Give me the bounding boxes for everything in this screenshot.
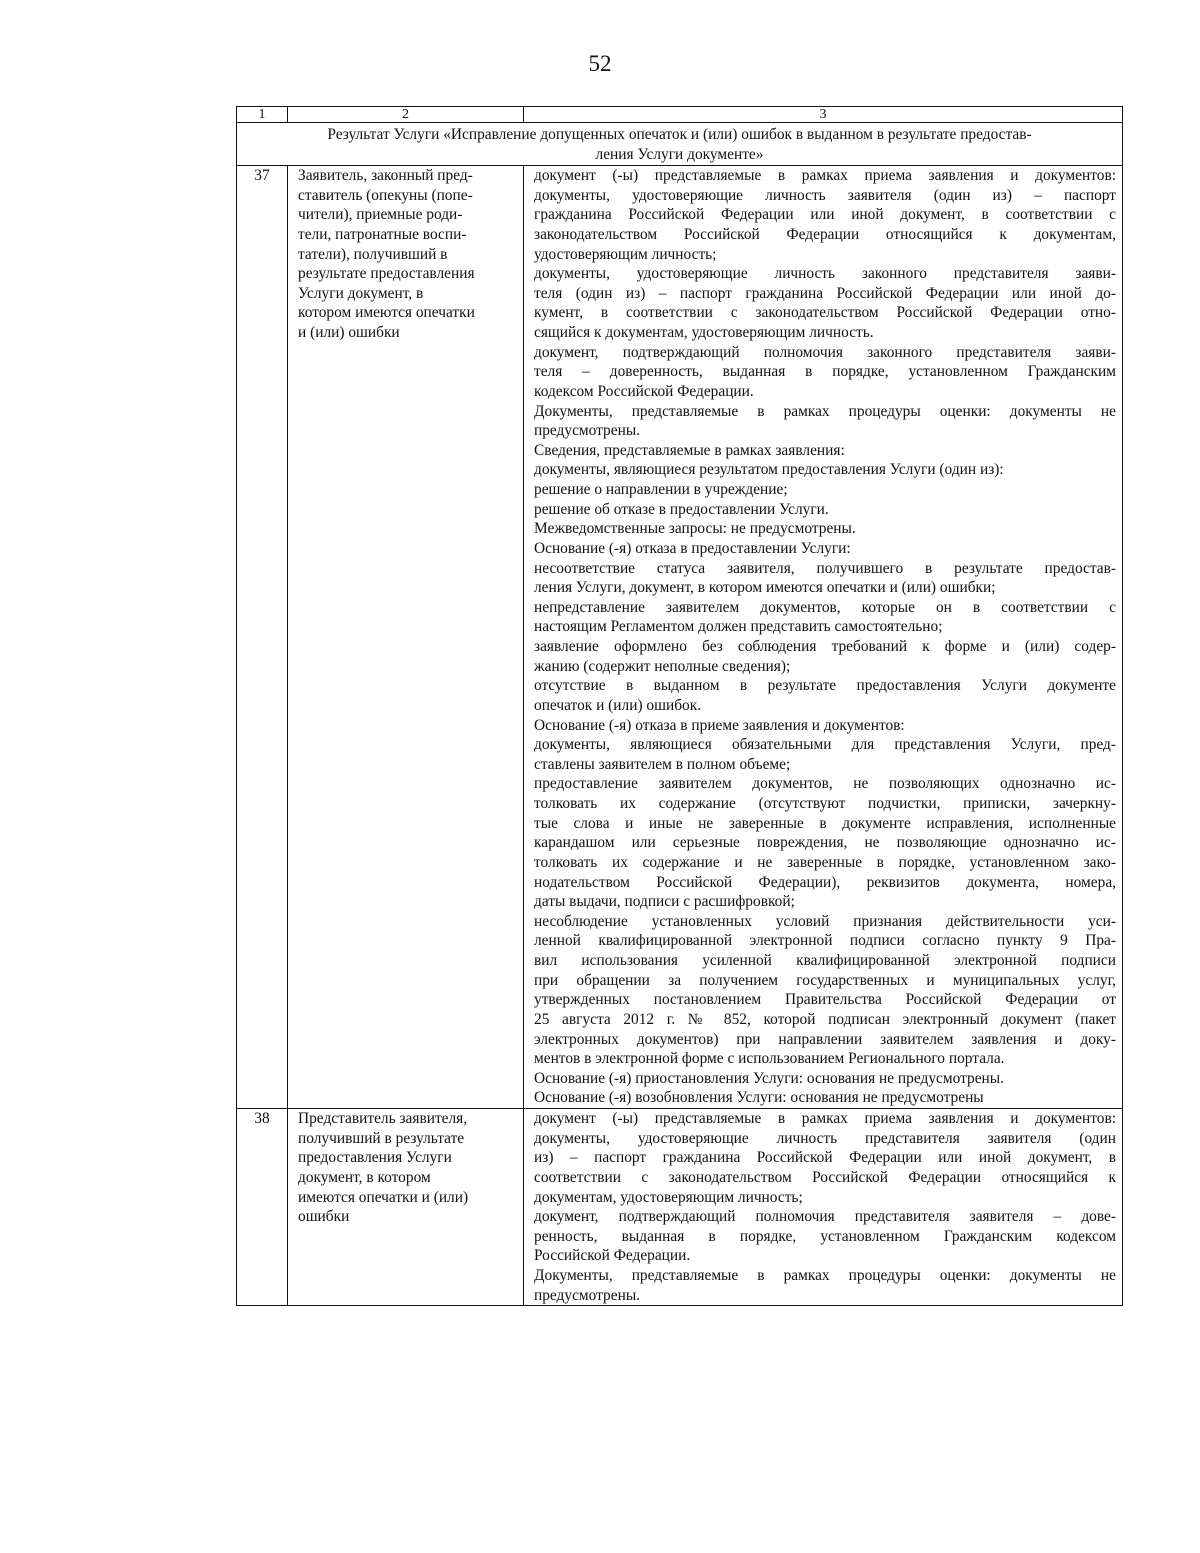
text-line: документ, подтверждающий полномочия законного представителя заяви- — [534, 343, 1116, 361]
text-line: сящийся к документам, удостоверяющим личность. — [534, 324, 874, 341]
text-line: непредставление заявителем документов, которые он в соответствии с — [534, 598, 1116, 616]
text-line: Основание (-я) отказа в приеме заявления и документов: — [534, 716, 905, 734]
column-header-row — [237, 107, 1123, 123]
section-title — [237, 123, 1123, 166]
text-line: утвержденных постановлением Правительства Российской Федерации от — [534, 991, 1116, 1009]
text-line: опечаток и (или) ошибок. — [534, 696, 702, 714]
text-line: предусмотрены. — [534, 1286, 641, 1304]
text-line: удостоверяющим личность; — [534, 245, 717, 263]
text-line: котором имеются опечатки — [298, 304, 475, 322]
text-line: Основание (-я) возобновления Услуги: основания не предусмотрены — [534, 1089, 984, 1107]
text-line: заявление оформлено без соблюдения требований к форме и (или) содер- — [534, 638, 1116, 655]
text-line: документ, в котором — [298, 1168, 431, 1186]
text-line: Основание (-я) приостановления Услуги: основания не предусмотрены. — [534, 1069, 1004, 1087]
text-line: ставлены заявителем в полном объеме; — [534, 755, 791, 773]
text-line: законодательством Российской Федерации относящийся к документам, — [534, 225, 1116, 243]
column-header-1: 1 — [237, 107, 288, 123]
text-line: ления Услуги, документ, в котором имеются опечатки и (или) ошибки; — [534, 579, 996, 597]
text-line: ошибки — [298, 1208, 350, 1226]
text-line: ленной квалифицированной электронной подписи согласно пункту 9 Пра- — [534, 932, 1116, 950]
text-line: жанию (содержит неполные сведения); — [534, 657, 791, 675]
text-line: толковать их содержание и не заверенные в порядке, установленном зако- — [534, 853, 1116, 871]
text-line: татели), получивший в — [298, 245, 448, 263]
text-line: ренность, выданная в порядке, установленном Гражданским кодексом — [534, 1227, 1116, 1245]
section-title-line: Результат Услуги «Исправление допущенных опечаток и (или) ошибок в выданном в результате предостав- — [327, 126, 1032, 143]
text-line: документ, подтверждающий полномочия представителя заявителя – дове- — [534, 1208, 1116, 1226]
text-line: документ (-ы) представляемые в рамках приема заявления и документов: — [534, 167, 1116, 184]
text-line: решение о направлении в учреждение; — [534, 481, 788, 498]
text-line: даты выдачи, подписи с расшифровкой; — [534, 893, 795, 911]
text-line: Представитель заявителя, — [298, 1110, 468, 1127]
text-line: нодательством Российской Федерации), реквизитов документа, номера, — [534, 873, 1116, 891]
text-line: документы, удостоверяющие личность заявителя (один из) – паспорт — [534, 186, 1116, 204]
text-line: из) – паспорт гражданина Российской Федерации или иной документ, в — [534, 1149, 1116, 1167]
section-title-line: ления Услуги документе» — [595, 146, 764, 163]
text-line: соответствии с законодательством Российской Федерации относящийся к — [534, 1168, 1116, 1186]
text-line: решение об отказе в предоставлении Услуги. — [534, 500, 829, 518]
text-line: тели, патронатные воспи- — [298, 225, 467, 243]
text-line: гражданина Российской Федерации или иной документ, в соответствии с — [534, 206, 1116, 224]
text-line: результате предоставления — [298, 265, 475, 283]
row-number: 38 — [237, 1109, 288, 1306]
applicant-cell — [288, 166, 524, 1109]
text-line: несоблюдение установленных условий признания действительности уси- — [534, 912, 1116, 930]
row-number: 37 — [237, 166, 288, 1109]
text-line: Межведомственные запросы: не предусмотрены. — [534, 520, 856, 538]
applicant-cell — [288, 1109, 524, 1306]
text-line: тые слова и иные не заверенные в документе исправления, исполненные — [534, 814, 1116, 832]
text-line: толковать их содержание (отсутствуют подчистки, приписки, зачеркну- — [534, 795, 1116, 812]
text-line: предоставление заявителем документов, не позволяющих однозначно ис- — [534, 775, 1116, 793]
text-line: при обращении за получением государственных и муниципальных услуг, — [534, 971, 1116, 989]
text-line: теля – доверенность, выданная в порядке, установленном Гражданским — [534, 363, 1116, 381]
text-line: Заявитель, законный пред- — [298, 167, 473, 184]
text-line: Документы, представляемые в рамках процедуры оценки: документы не — [534, 1267, 1116, 1284]
text-line: чители), приемные роди- — [298, 206, 463, 224]
documents-cell — [524, 166, 1123, 1109]
text-line: документы, являющиеся обязательными для представления Услуги, пред- — [534, 736, 1116, 754]
text-line: вил использования усиленной квалифицированной электронной подписи — [534, 952, 1116, 969]
text-line: документы, удостоверяющие личность законного представителя заяви- — [534, 265, 1116, 283]
text-line: настоящим Регламентом должен представить самостоятельно; — [534, 618, 943, 636]
text-line: ментов в электронной форме с использованием Регионального портала. — [534, 1050, 1005, 1068]
text-line: карандашом или серьезные повреждения, не позволяющие однозначно ис- — [534, 834, 1116, 852]
text-line: Документы, представляемые в рамках процедуры оценки: документы не — [534, 402, 1116, 420]
text-line: Услуги документ, в — [298, 284, 424, 302]
text-line: ставитель (опекуны (попе- — [298, 186, 473, 204]
table-row — [237, 166, 1123, 1109]
text-line: предусмотрены. — [534, 422, 641, 440]
section-title-row — [237, 123, 1123, 166]
services-table — [236, 106, 1123, 1306]
column-header-2: 2 — [288, 107, 524, 123]
text-line: документы, удостоверяющие личность представителя заявителя (один — [534, 1129, 1116, 1147]
text-line: имеются опечатки и (или) — [298, 1188, 469, 1206]
documents-cell — [524, 1109, 1123, 1306]
page-number: 52 — [588, 51, 612, 76]
text-line: отсутствие в выданном в результате предоставления Услуги документе — [534, 677, 1116, 695]
text-line: документ (-ы) представляемые в рамках приема заявления и документов: — [534, 1110, 1116, 1127]
text-line: кумент, в соответствии с законодательством Российской Федерации отно- — [534, 304, 1116, 322]
text-line: Сведения, представляемые в рамках заявления: — [534, 441, 845, 459]
text-line: кодексом Российской Федерации. — [534, 382, 754, 400]
text-line: теля (один из) – паспорт гражданина Российской Федерации или иной до- — [534, 284, 1116, 302]
text-line: Российской Федерации. — [534, 1247, 691, 1265]
column-header-3: 3 — [524, 107, 1123, 123]
text-line: несоответствие статуса заявителя, получившего в результате предостав- — [534, 559, 1116, 577]
text-line: 25 августа 2012 г. № 852, которой подписан электронный документ (пакет — [534, 1010, 1116, 1028]
text-line: получивший в результате — [298, 1129, 465, 1147]
text-line: документам, удостоверяющим личность; — [534, 1188, 803, 1206]
text-line: Основание (-я) отказа в предоставлении Услуги: — [534, 539, 851, 557]
text-line: предоставления Услуги — [298, 1149, 452, 1167]
text-line: документы, являющиеся результатом предоставления Услуги (один из): — [534, 461, 1004, 479]
table-row — [237, 1109, 1123, 1306]
text-line: электронных документов) при направлении заявителем заявления и доку- — [534, 1030, 1116, 1048]
text-line: и (или) ошибки — [298, 324, 400, 341]
